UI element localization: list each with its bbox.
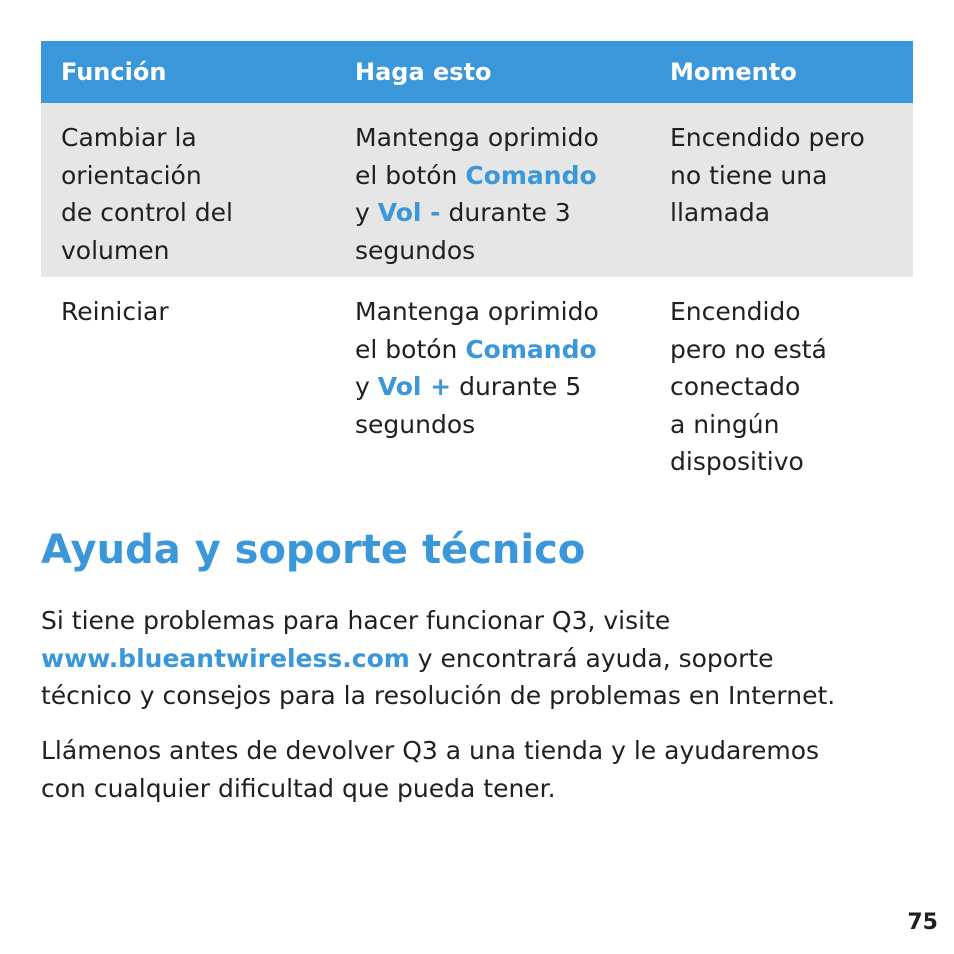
cell-haga-esto: Mantenga oprimido el botón Comando y Vol - durante 3 segundos [355, 123, 599, 265]
table-row [41, 277, 913, 487]
vol-minus-button-label: Vol - [377, 198, 441, 227]
comando-button-label: Comando [465, 334, 597, 364]
page-number: 75 [907, 910, 938, 935]
support-paragraph: Si tiene problemas para hacer funcionar Q3, visite www.blueantwireless.com y encontrará ayuda, soporte técnico y consejos para la resolución de problemas en Internet. [41, 606, 836, 710]
header-funcion: Función [61, 58, 167, 86]
instructions-table [41, 41, 913, 487]
website-link[interactable]: www.blueantwireless.com [41, 643, 410, 673]
table-header-row [41, 41, 913, 103]
comando-button-label: Comando [465, 160, 597, 190]
call-paragraph: Llámenos antes de devolver Q3 a una tienda y le ayudaremos con cualquier dificultad que pueda tener. [41, 736, 820, 803]
cell-funcion: Cambiar la orientación de control del volumen [61, 123, 233, 265]
table-row [41, 103, 913, 277]
cell-haga-esto: Mantenga oprimido el botón Comando y Vol + durante 5 segundos [355, 297, 599, 439]
cell-momento: Encendido pero no está conectado a ningún dispositivo [670, 297, 827, 476]
cell-funcion: Reiniciar [61, 297, 169, 326]
header-haga-esto: Haga esto [355, 58, 492, 86]
header-momento: Momento [670, 58, 797, 86]
vol-plus-button-label: Vol + [377, 372, 452, 401]
section-title: Ayuda y soporte técnico [41, 527, 586, 573]
cell-momento: Encendido pero no tiene una llamada [670, 123, 865, 227]
